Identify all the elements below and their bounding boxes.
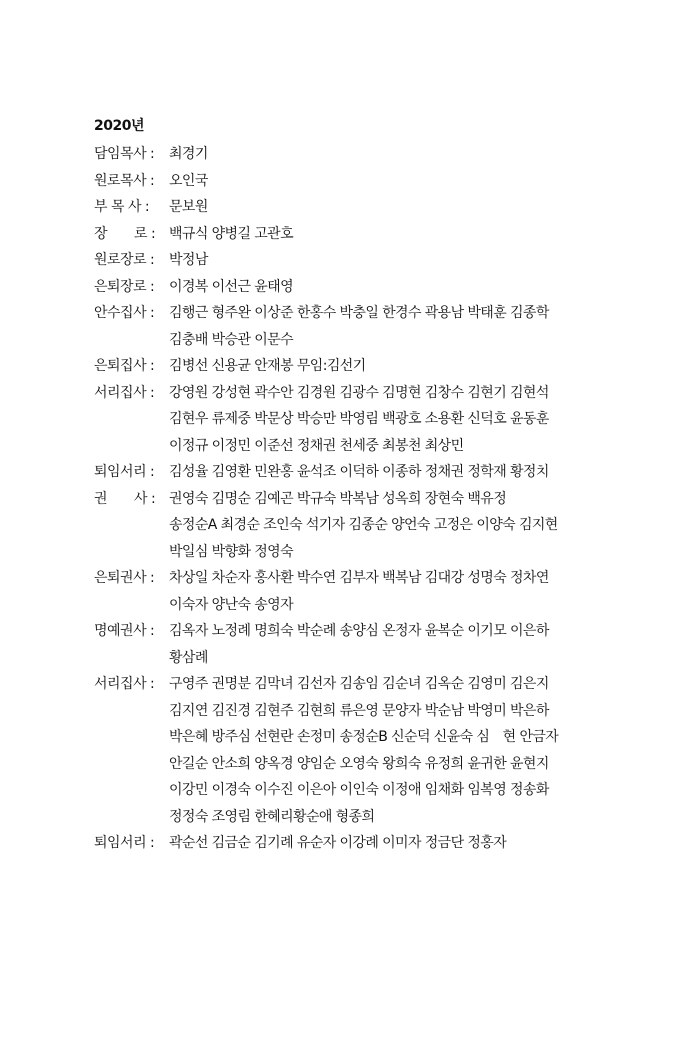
roster-names bbox=[169, 486, 684, 566]
roster-entry bbox=[94, 565, 684, 618]
roster-name-line: 최경기 bbox=[169, 146, 208, 162]
roster-role-label: 권 사 : bbox=[94, 490, 156, 507]
roster-role-label: 은퇴권사 : bbox=[94, 570, 155, 586]
roster-name-line: 안길순 안소희 양옥경 양임순 오영숙 왕희숙 유정희 윤귀한 윤현지 bbox=[169, 755, 549, 772]
roster-names bbox=[169, 168, 684, 195]
roster-role-label: 원로장로 : bbox=[94, 252, 155, 268]
roster-entry bbox=[94, 168, 684, 195]
roster-name-line: 이강민 이경숙 이수진 이은아 이인숙 이정애 임채화 임복영 정송화 bbox=[169, 782, 549, 798]
roster-entry bbox=[94, 380, 684, 460]
roster-names bbox=[169, 618, 684, 671]
roster-name-line: 황삼례 bbox=[169, 649, 208, 666]
roster-role-label: 퇴임서리 : bbox=[94, 464, 155, 480]
roster-name-line: 권영숙 김명순 김예곤 박규숙 박복남 성옥희 장현숙 백유정 bbox=[169, 490, 507, 507]
roster-names bbox=[169, 565, 684, 618]
roster-names bbox=[169, 221, 684, 248]
roster-role-label: 서리집사 : bbox=[94, 384, 155, 401]
roster-role-label: 안수집사 : bbox=[94, 305, 155, 321]
roster-name-line: 김지연 김진경 김현주 김현희 류은영 문양자 박순남 박영미 박은하 bbox=[169, 702, 549, 719]
roster-role-label: 부 목 사 : bbox=[94, 199, 150, 215]
roster-name-line: 김옥자 노정례 명희숙 박순례 송양심 온정자 윤복순 이기모 이은하 bbox=[169, 623, 549, 639]
roster-name-line: 김병선 신용균 안재봉 무임:김선기 bbox=[169, 358, 366, 374]
roster-name-line: 박정남 bbox=[169, 252, 208, 268]
roster-entry bbox=[94, 353, 684, 380]
roster-names bbox=[169, 353, 684, 380]
roster-names bbox=[169, 380, 684, 460]
year-heading: 2020년 bbox=[94, 118, 144, 134]
roster-name-line: 곽순선 김금순 김기례 유순자 이강례 이미자 정금단 정홍자 bbox=[169, 835, 507, 851]
roster-entry bbox=[94, 221, 684, 248]
roster-names bbox=[169, 300, 684, 353]
roster-names bbox=[169, 247, 684, 274]
roster-entry bbox=[94, 141, 684, 168]
roster-names bbox=[169, 830, 684, 857]
roster-entry bbox=[94, 671, 684, 830]
roster-entry bbox=[94, 274, 684, 301]
roster-name-line: 박은혜 방주심 선현란 손정미 송정순B 신순덕 신윤숙 심 현 안금자 bbox=[169, 729, 559, 745]
roster-name-line: 김충배 박승관 이문수 bbox=[169, 331, 294, 348]
roster-name-line: 김현우 류제중 박문상 박승만 박영림 백광호 소용환 신덕호 윤동훈 bbox=[169, 411, 549, 427]
roster-names bbox=[169, 671, 684, 830]
roster-name-line: 김행근 형주완 이상준 한홍수 박충일 한경수 곽용남 박태훈 김종학 bbox=[169, 305, 549, 321]
roster-name-line: 구영주 권명분 김막녀 김선자 김송임 김순녀 김옥순 김영미 김은지 bbox=[169, 676, 549, 692]
roster-entry bbox=[94, 300, 684, 353]
roster-name-line: 백규식 양병길 고관호 bbox=[169, 225, 294, 242]
roster-name-line: 이정규 이정민 이준선 정채권 천세중 최봉천 최상민 bbox=[169, 437, 464, 454]
roster-entry bbox=[94, 247, 684, 274]
roster-entry bbox=[94, 486, 684, 566]
roster-role-label: 원로목사 : bbox=[94, 172, 155, 189]
roster-role-label: 장 로 : bbox=[94, 225, 156, 242]
roster-role-label: 은퇴장로 : bbox=[94, 278, 155, 295]
roster-entry bbox=[94, 618, 684, 671]
roster-name-line: 오인국 bbox=[169, 172, 208, 189]
roster-name-line: 정정숙 조영림 한혜리황순애 형종희 bbox=[169, 808, 375, 825]
roster-name-line: 송정순A 최경순 조인숙 석기자 김종순 양언숙 고정은 이양숙 김지현 bbox=[169, 517, 558, 533]
roster-role-label: 퇴임서리 : bbox=[94, 835, 155, 851]
roster-entry bbox=[94, 194, 684, 221]
roster-names bbox=[169, 274, 684, 301]
roster-entry bbox=[94, 830, 684, 857]
roster-names bbox=[169, 194, 684, 221]
roster-name-line: 이경복 이선근 윤태영 bbox=[169, 278, 294, 295]
roster-role-label: 명예권사 : bbox=[94, 623, 155, 639]
roster-role-label: 서리집사 : bbox=[94, 676, 155, 692]
roster-name-line: 강영원 강성현 곽수안 김경원 김광수 김명현 김창수 김현기 김현석 bbox=[169, 384, 549, 401]
roster-names bbox=[169, 141, 684, 168]
roster-entry bbox=[94, 459, 684, 486]
staff-roster bbox=[94, 141, 684, 857]
roster-role-label: 담임목사 : bbox=[94, 146, 155, 162]
roster-name-line: 이숙자 양난숙 송영자 bbox=[169, 596, 294, 613]
roster-name-line: 김성율 김영환 민완홍 윤석조 이덕하 이종하 정채권 정학재 황정치 bbox=[169, 464, 549, 480]
roster-name-line: 박일심 박향화 정영숙 bbox=[169, 543, 294, 560]
roster-name-line: 차상일 차순자 홍사환 박수연 김부자 백복남 김대강 성명숙 정차연 bbox=[169, 570, 549, 586]
roster-name-line: 문보원 bbox=[169, 199, 208, 215]
roster-role-label: 은퇴집사 : bbox=[94, 358, 155, 374]
roster-names bbox=[169, 459, 684, 486]
